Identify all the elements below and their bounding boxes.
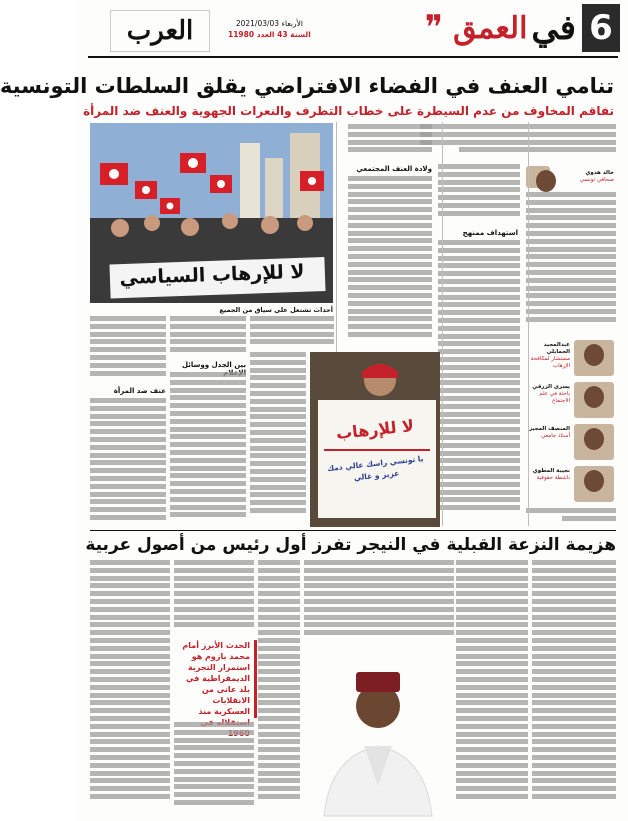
article-column-2b [438,240,520,530]
newspaper-logo: العرب [114,14,206,48]
column-rule [528,122,529,526]
page-number: 6 [582,4,620,52]
expert-photo-2 [574,382,614,418]
expert-3: المنصف المجيز أستاذ جامعي [528,426,570,439]
section-title [425,4,576,52]
article-column-3a [348,124,432,160]
article-column-2a [438,164,520,224]
column-rule [336,122,337,352]
photo-caption: أحداث تشتعل على سياق من الجميع [219,306,333,314]
quote-mark-icon: ❞ [424,8,444,48]
sign-main-text: لا للإرهاب [335,415,415,444]
article-column-5b [170,372,246,526]
crosshead-4: بين الجدل ووسائل [182,361,246,369]
byline-avatar [526,166,550,188]
article-column-6b [90,398,166,526]
expert-2: يسرى الزرقي باحثة في علم الاجتماع [532,384,570,404]
byline: خالد هدوي صحافي تونسي [579,170,614,183]
article-column-5a [170,316,246,356]
expert-photo-3 [574,424,614,460]
expert-photo-4 [574,466,614,502]
crosshead-2: استهداف ممنهج [462,229,518,237]
second-column-2 [456,560,528,812]
section-prefix: في [531,8,576,48]
protest-banner-text: لا للإرهاب السياسي [119,260,305,290]
article-column-3b [348,176,432,352]
second-headline: هزيمة النزعة القبلية في النيجر تفرز أول رئيس من أصول عربية [90,530,616,555]
date: الأربعاء 2021/03/03 [235,19,303,28]
expert-4: نجيبة المطوي ناشطة حقوقية [532,468,570,481]
crosshead-1: ولادة العنف المجتمعي [356,165,432,173]
pull-quote-bar [254,640,257,718]
column-rule [442,122,443,526]
main-subheadline: تفاقم المخاوف من عدم السيطرة على خطاب التطرف والنعرات الجهوية والعنف ضد المرأة [83,104,614,118]
pull-quote: الحدث الأبرز أمام محمد بازوم هو استمرار التجربة الديمقراطية في بلد عانى من الانقلابات العسكرية منذ [182,641,250,716]
president-photo [304,646,452,816]
sign-sub-text: يا تونسي راسك عالي دمك عزيز و غالي [326,454,424,483]
experts-note [526,508,616,526]
article-column-4b [250,352,306,526]
crosshead-3: عنف ضد المرأة [113,387,166,395]
second-column-3 [304,560,454,642]
section-name: العمق [453,10,528,46]
article-column-1 [526,192,616,332]
second-column-1 [532,560,616,812]
expert-1: عبدالمجيد الجمايلي مستشار لمكافحة الإرهاب [530,342,570,369]
main-headline: تنامي العنف في الفضاء الافتراضي يقلق السلطات التونسية [0,74,614,98]
expert-photo-1 [574,340,614,376]
second-column-5b [174,722,254,812]
second-column-6 [90,560,170,812]
second-column-4 [258,560,300,812]
article-intro [420,124,616,164]
date-block [228,18,311,40]
article-column-4a [250,316,334,350]
issue-number: السنة 43 العدد 11980 [228,30,311,39]
second-column-5a [174,560,254,636]
article-column-6a [90,316,166,382]
